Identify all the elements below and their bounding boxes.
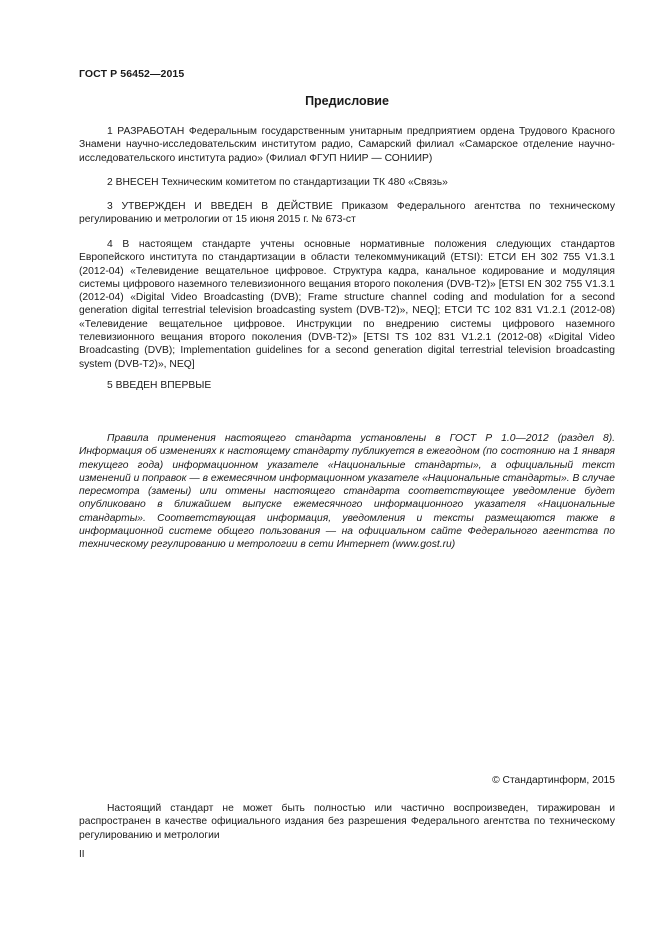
reproduction-restriction-notice: Настоящий стандарт не может быть полностью или частично воспроизведен, тиражирован и распространен в качестве официального издания без разрешения Федерального агентства по техническому регулированию и метрологии — [79, 803, 615, 841]
copyright-line: © Стандартинформ, 2015 — [492, 775, 615, 786]
foreword-item-first-introduced: 5 ВВЕДЕН ВПЕРВЫЕ — [107, 380, 212, 391]
foreword-item-approved: 3 УТВЕРЖДЕН И ВВЕДЕН В ДЕЙСТВИЕ Приказом Федерального агентства по техническому регулированию и метрологии от 15 июня 2015 г. № 673-ст — [79, 201, 615, 226]
foreword-item-introduced: 2 ВНЕСЕН Техническим комитетом по стандартизации ТК 480 «Связь» — [107, 177, 448, 188]
page-number: II — [79, 849, 85, 860]
standard-code-header: ГОСТ Р 56452—2015 — [79, 68, 185, 80]
foreword-item-developed: 1 РАЗРАБОТАН Федеральным государственным унитарным предприятием ордена Трудового Красного Знамени научно-исследовательским институтом радио, Самарский филиал «Самарское отделение научно-исследовательского института радио» (Филиал ФГУП НИИР — СОНИИР) — [79, 126, 615, 164]
page-title: Предисловие — [305, 94, 389, 108]
foreword-item-standards-considered: 4 В настоящем стандарте учтены основные нормативные положения следующих стандартов Европейского института по стандартизации в области телекоммуникаций (ETSI): ЕТСИ ЕН 302 755 V1.3.1 (2012-04) «Телевидение вещательное цифровое. Структура кадра, канальное кодирование и модуляция системы цифрового наземного телевизионного вещания второго поколения (DVB-T2)» [ETSI EN 302 755 V1.3.1 (2012-04) «Digital Video Broadcasting (DVB); Frame structure channel coding and modulation for a second generation digital terrestrial television broadcasting system (DVB-T2)», NEQ]; ЕТСИ ТС 102 831 V1.2.1 (2012-08) «Телевидение вещательное цифровое. Инструкции по внедрению системы цифрового наземного телевизионного вещания второго поколения (DVB-T2)» [ETSI TS 102 831 V1.2.1 (2012-08) «Digital Video Broadcasting (DVB); Implementation guidelines for a second generation digital terrestrial television broadcasting system (DVB-T2)», NEQ] — [79, 239, 615, 370]
application-rules-notice: Правила применения настоящего стандарта установлены в ГОСТ Р 1.0—2012 (раздел 8). Информация об изменениях к настоящему стандарту публикуется в ежегодном (по состоянию на 1 января текущего года) информационном указателе «Национальные стандарты», а официальный текст изменений и поправок — в ежемесячном информационном указателе «Национальные стандарты». В случае пересмотра (замены) или отмены настоящего стандарта соответствующее уведомление будет опубликовано в ближайшем выпуске ежемесячного информационного указателя «Национальные стандарты». Соответствующая информация, уведомления и тексты размещаются также в информационной системе общего пользования — на официальном сайте Федерального агентства по техническому регулированию и метрологии в сети Интернет (www.gost.ru) — [79, 433, 615, 551]
